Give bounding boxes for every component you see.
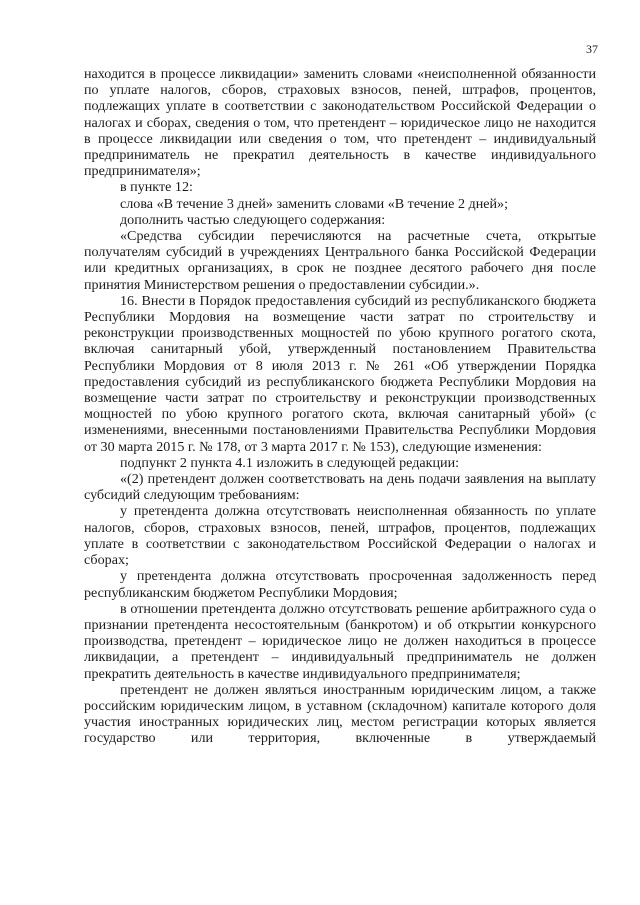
- paragraph-requirements-intro: «(2) претендент должен соответствовать на день подачи заявления на выплату субсидий следующим требованиям:: [84, 471, 596, 504]
- paragraph-requirement-bankruptcy: в отношении претендента должно отсутствовать решение арбитражного суда о признании претендента несостоятельным (банкротом) и об открытии конкурсного производства, претендент – юридическое лицо не должен находиться в процессе ликвидации, а претендент – индивидуальный предприниматель не должен прекратить деятельность в качестве индивидуального предпринимателя;: [84, 600, 596, 682]
- paragraph-requirement-debt: у претендента должна отсутствовать просроченная задолженность перед республиканским бюджетом Республики Мордовия;: [84, 568, 596, 601]
- paragraph-requirement-taxes: у претендента должна отсутствовать неисполненная обязанность по уплате налогов, сборов, страховых взносов, пеней, штрафов, процентов, подлежащих уплате в соответствии с законодательством Российской Федерации о налогах и сборах;: [84, 503, 596, 569]
- paragraph-add-part: дополнить частью следующего содержания:: [120, 211, 386, 228]
- paragraph-subpoint-2: подпункт 2 пункта 4.1 изложить в следующей редакции:: [120, 454, 460, 471]
- document-body: [84, 66, 596, 747]
- paragraph-point-12: в пункте 12:: [120, 179, 193, 196]
- paragraph-item-16: 16. Внести в Порядок предоставления субсидий из республиканского бюджета Республики Мордовия на возмещение части затрат по строительству и реконструкции производственных мощностей по убою крупного рогатого скота, включая санитарный убой, утвержденный постановлением Правительства Республики Мордовия от 8 июля 2013 г. № 261 «Об утверждении Порядка предоставления субсидий из республиканского бюджета Республики Мордовия на возмещение части затрат по строительству и реконструкции производственных мощностей по убою крупного рогатого скота, включая санитарный убой» (с изменениями, внесенными постановлениями Правительства Республики Мордовия от 30 марта 2015 г. № 178, от 3 марта 2017 г. № 153), следующие изменения:: [84, 292, 596, 455]
- paragraph-words-replace: слова «В течение 3 дней» заменить словами «В течение 2 дней»;: [120, 195, 508, 212]
- paragraph-continuation: находится в процессе ликвидации» заменить словами «неисполненной обязанности по уплате налогов, сборов, страховых взносов, пеней, штрафов, процентов, подлежащих уплате в соответствии с законодательством Российской Федерации о налогах и сборах, сведения о том, что претендент – юридическое лицо не находится в процессе ликвидации или сведения о том, что претендент – индивидуальный предприниматель не прекратил деятельность в качестве индивидуального предпринимателя»;: [84, 66, 596, 180]
- paragraph-quote-subsidy: «Средства субсидии перечисляются на расчетные счета, открытые получателям субсидий в учреждениях Центрального банка Российской Федерации или кредитных организациях, в срок не позднее десятого рабочего дня после принятия Министерством решения о предоставлении субсидии.».: [84, 228, 596, 293]
- paragraph-requirement-foreign: претендент не должен являться иностранным юридическим лицом, а также российским юридическим лицом, в уставном (складочном) капитале которого доля участия иностранных юридических лиц, местом регистрации которых является государство или территория, включенные в утверждаемый: [84, 681, 596, 747]
- page-number: 37: [586, 42, 598, 56]
